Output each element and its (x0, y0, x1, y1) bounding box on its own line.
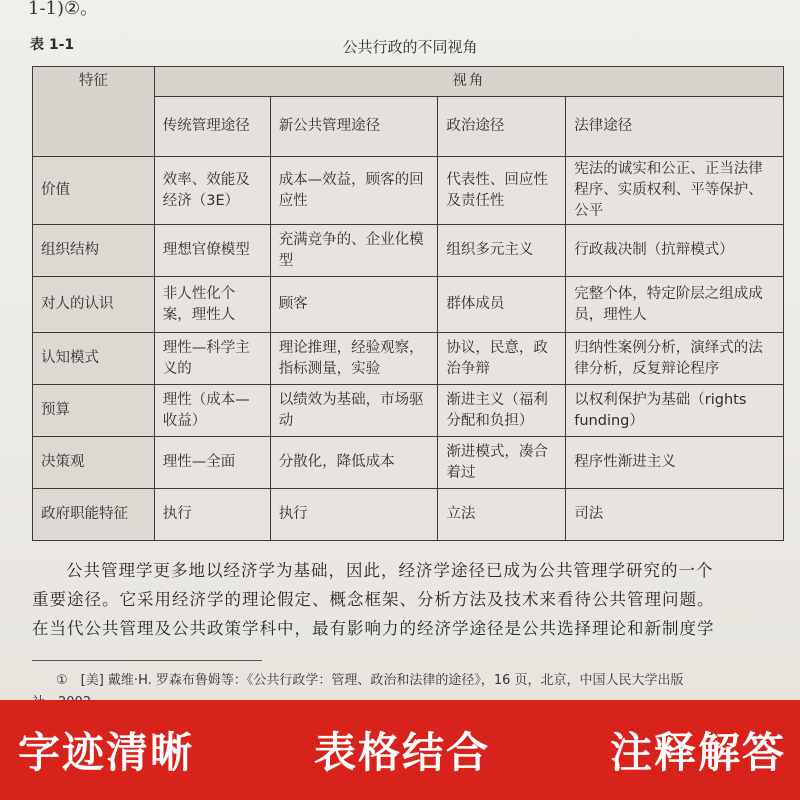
row-feature: 组织结构 (33, 225, 155, 277)
row-feature: 预算 (33, 385, 155, 437)
banner-text: 表格结合 (313, 728, 490, 777)
table-cell: 程序性渐进主义 (566, 437, 784, 489)
table-cell: 充满竞争的、企业化模型 (270, 225, 438, 277)
previous-text-fragment: 1-1)②。 (28, 0, 99, 19)
banner-text: 字迹清晰 (18, 728, 195, 777)
promo-banner (0, 700, 800, 800)
table-cell: 渐进主义（福利分配和负担） (438, 385, 566, 437)
corner-header: 特征 (33, 67, 155, 157)
table-cell: 以绩效为基础，市场驱动 (270, 385, 438, 437)
row-feature: 认知模式 (33, 333, 155, 385)
table-row (33, 277, 784, 333)
footnote-line: ① [美] 戴维·H. 罗森布鲁姆等：《公共行政学：管理、政治和法律的途径》，16 页，北京，中国人民大学出版 (56, 673, 684, 688)
row-feature: 价值 (33, 157, 155, 225)
paragraph-line: 公共管理学更多地以经济学为基础，因此，经济学途径已成为公共管理学研究的一个 (66, 561, 714, 580)
column-header: 传统管理途径 (154, 97, 270, 157)
table-header-row (33, 67, 784, 97)
table-cell: 理想官僚模型 (154, 225, 270, 277)
table-cell: 代表性、回应性及责任性 (438, 157, 566, 225)
table-cell: 行政裁决制（抗辩模式） (566, 225, 784, 277)
table-cell: 分散化，降低成本 (270, 437, 438, 489)
table-cell: 执行 (270, 489, 438, 541)
paragraph-line: 在当代公共管理及公共政策学科中，最有影响力的经济学途径是公共选择理论和新制度学 (32, 619, 715, 638)
table-row (33, 385, 784, 437)
table-row (33, 225, 784, 277)
row-feature: 对人的认识 (33, 277, 155, 333)
row-feature: 决策观 (33, 437, 155, 489)
table-cell: 协议，民意，政治争辩 (438, 333, 566, 385)
table-cell: 宪法的诚实和公正、正当法律程序、实质权利、平等保护、公平 (566, 157, 784, 225)
perspectives-table (32, 66, 784, 541)
table-cell: 成本—效益，顾客的回应性 (270, 157, 438, 225)
footnote-divider (32, 660, 262, 661)
table-title: 公共行政的不同视角 (342, 38, 478, 56)
table-cell: 执行 (154, 489, 270, 541)
table-label: 表 1-1 (30, 37, 75, 53)
table-cell: 理性（成本—收益） (154, 385, 270, 437)
table-cell: 理性—全面 (154, 437, 270, 489)
table-cell: 完整个体，特定阶层之组成成员，理性人 (566, 277, 784, 333)
table-cell: 效率、效能及经济（3E） (154, 157, 270, 225)
column-header: 法律途径 (566, 97, 784, 157)
table-cell: 理性—科学主义的 (154, 333, 270, 385)
body-paragraph (32, 556, 784, 643)
table-cell: 以权利保护为基础（rights funding） (566, 385, 784, 437)
table-cell: 归纳性案例分析，演绎式的法律分析，反复辩论程序 (566, 333, 784, 385)
table-cell: 群体成员 (438, 277, 566, 333)
table-row (33, 437, 784, 489)
row-feature: 政府职能特征 (33, 489, 155, 541)
table-cell: 渐进模式，凑合着过 (438, 437, 566, 489)
paragraph-line: 重要途径。它采用经济学的理论假定、概念框架、分析方法及技术来看待公共管理问题。 (32, 590, 715, 609)
perspective-header: 视角 (154, 67, 783, 97)
table-cell: 组织多元主义 (438, 225, 566, 277)
table-cell: 顾客 (270, 277, 438, 333)
table-row (33, 333, 784, 385)
column-header: 新公共管理途径 (270, 97, 438, 157)
table-cell: 立法 (438, 489, 566, 541)
column-header: 政治途径 (438, 97, 566, 157)
table-cell: 非人性化个案，理性人 (154, 277, 270, 333)
table-cell: 司法 (566, 489, 784, 541)
table-cell: 理论推理，经验观察，指标测量，实验 (270, 333, 438, 385)
table-row (33, 489, 784, 541)
table-row (33, 157, 784, 225)
banner-text: 注释解答 (609, 728, 786, 777)
